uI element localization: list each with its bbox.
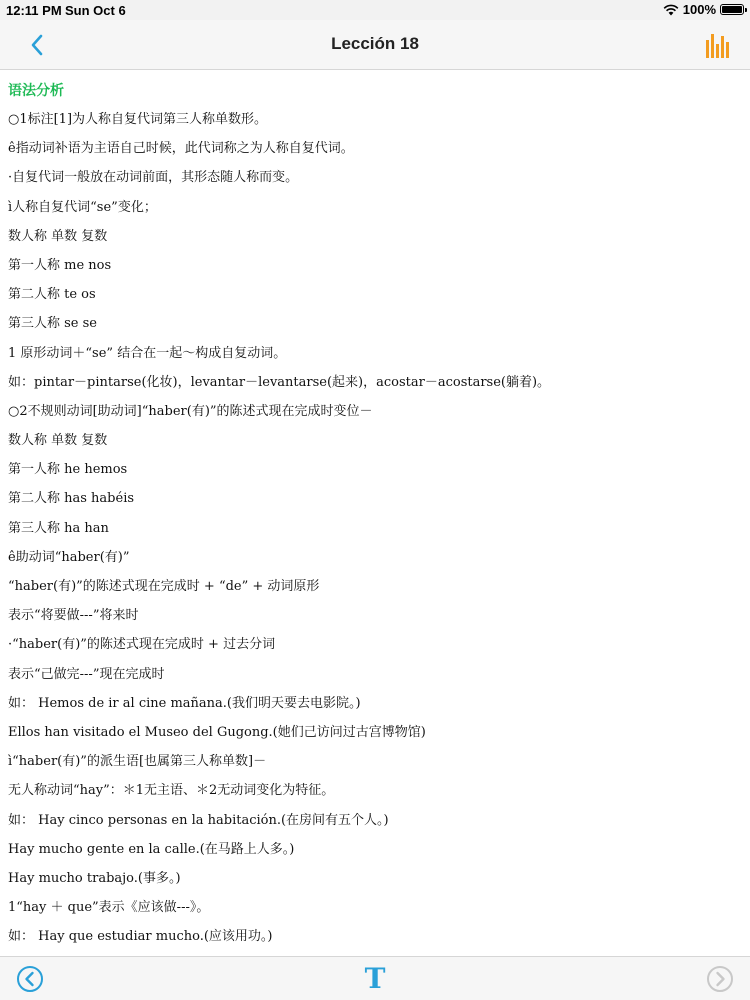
previous-lesson-button[interactable]	[16, 965, 44, 993]
content-line: ·自复代词一般放在动词前面，其形态随人称而变。	[8, 170, 299, 186]
section-heading: 语法分析	[8, 82, 64, 98]
content-line: 数人称 单数 复数	[8, 433, 108, 449]
content-line: 第一人称 me nos	[8, 257, 112, 273]
content-line: 如： Hemos de ir al cine mañana.(我们明天要去电影院。)	[8, 695, 361, 711]
content-line: Hay mucho gente en la calle.(在马路上人多。)	[8, 841, 295, 857]
page-title: Lección 18	[331, 34, 419, 53]
content-line: 第二人称 has habéis	[8, 491, 135, 507]
content-line: 1“hay ＋ que”表示《应该做---》。	[8, 900, 210, 916]
content-line: Hay mucho trabajo.(事多。)	[8, 870, 181, 886]
content-line: “haber(有)”的陈述式现在完成时 + “de” + 动词原形	[8, 579, 320, 594]
status-right	[663, 2, 744, 17]
font-size-button[interactable]: T	[364, 962, 386, 995]
status-time: 12:11 PM	[6, 3, 62, 18]
content-line: 数人称 单数 复数	[8, 228, 108, 244]
battery-icon	[720, 4, 744, 15]
content-line: ì“haber(有)”的派生语[也属第三人称单数]－	[8, 754, 267, 770]
next-lesson-button[interactable]	[706, 965, 734, 993]
content-line: ê助动词“haber(有)”	[8, 549, 130, 565]
bar-chart-icon	[706, 40, 709, 58]
status-date: Sun Oct 6	[65, 3, 126, 18]
content-line: ·“haber(有)”的陈述式现在完成时 + 过去分词	[8, 637, 276, 653]
battery-percent: 100%	[682, 2, 716, 17]
lesson-content	[0, 70, 750, 956]
navigation-bar	[0, 20, 750, 70]
bottom-toolbar	[0, 956, 750, 1000]
content-line: 无人称动词“hay”：＊1无主语、＊2无动词变化为特征。	[8, 783, 335, 799]
content-line: Ellos han visitado el Museo del Gugong.(她们己访问过古宫博物馆)	[8, 724, 426, 740]
content-line: 第三人称 ha han	[8, 520, 109, 536]
content-line: ì人称自复代词“se”变化；	[8, 199, 157, 215]
circle-chevron-left-icon	[16, 965, 44, 993]
content-line: 第一人称 he hemos	[8, 462, 128, 478]
content-line: 如： Hay que estudiar mucho.(应该用功。)	[8, 929, 273, 945]
content-line: ê指动词补语为主语自己时候，此代词称之为人称自复代词。	[8, 141, 354, 157]
status-bar	[0, 0, 750, 20]
content-line: 如：pintar－pintarse(化妆)，levantar－levantarse(起来)，acostar－acostarse(躺着)。	[8, 374, 551, 390]
content-line: 第二人称 te os	[8, 287, 96, 303]
content-line: ○2不规则动词[助动词]“haber(有)”的陈述式现在完成时变位－	[8, 403, 373, 419]
circle-chevron-right-icon	[706, 965, 734, 993]
stats-button[interactable]	[706, 32, 730, 58]
content-line: 如： Hay cinco personas en la habitación.(在房间有五个人。)	[8, 812, 389, 828]
content-line: 第三人称 se se	[8, 316, 97, 332]
content-line: 表示“将要做---”将来时	[8, 608, 139, 624]
content-line: ○1标注[1]为人称自复代词第三人称单数形。	[8, 112, 268, 127]
content-line: 1 原形动词＋“se” 结合在一起～构成自复动词。	[8, 345, 287, 361]
content-line: 表示“己做完---”现在完成时	[8, 666, 165, 682]
wifi-icon	[663, 4, 679, 16]
